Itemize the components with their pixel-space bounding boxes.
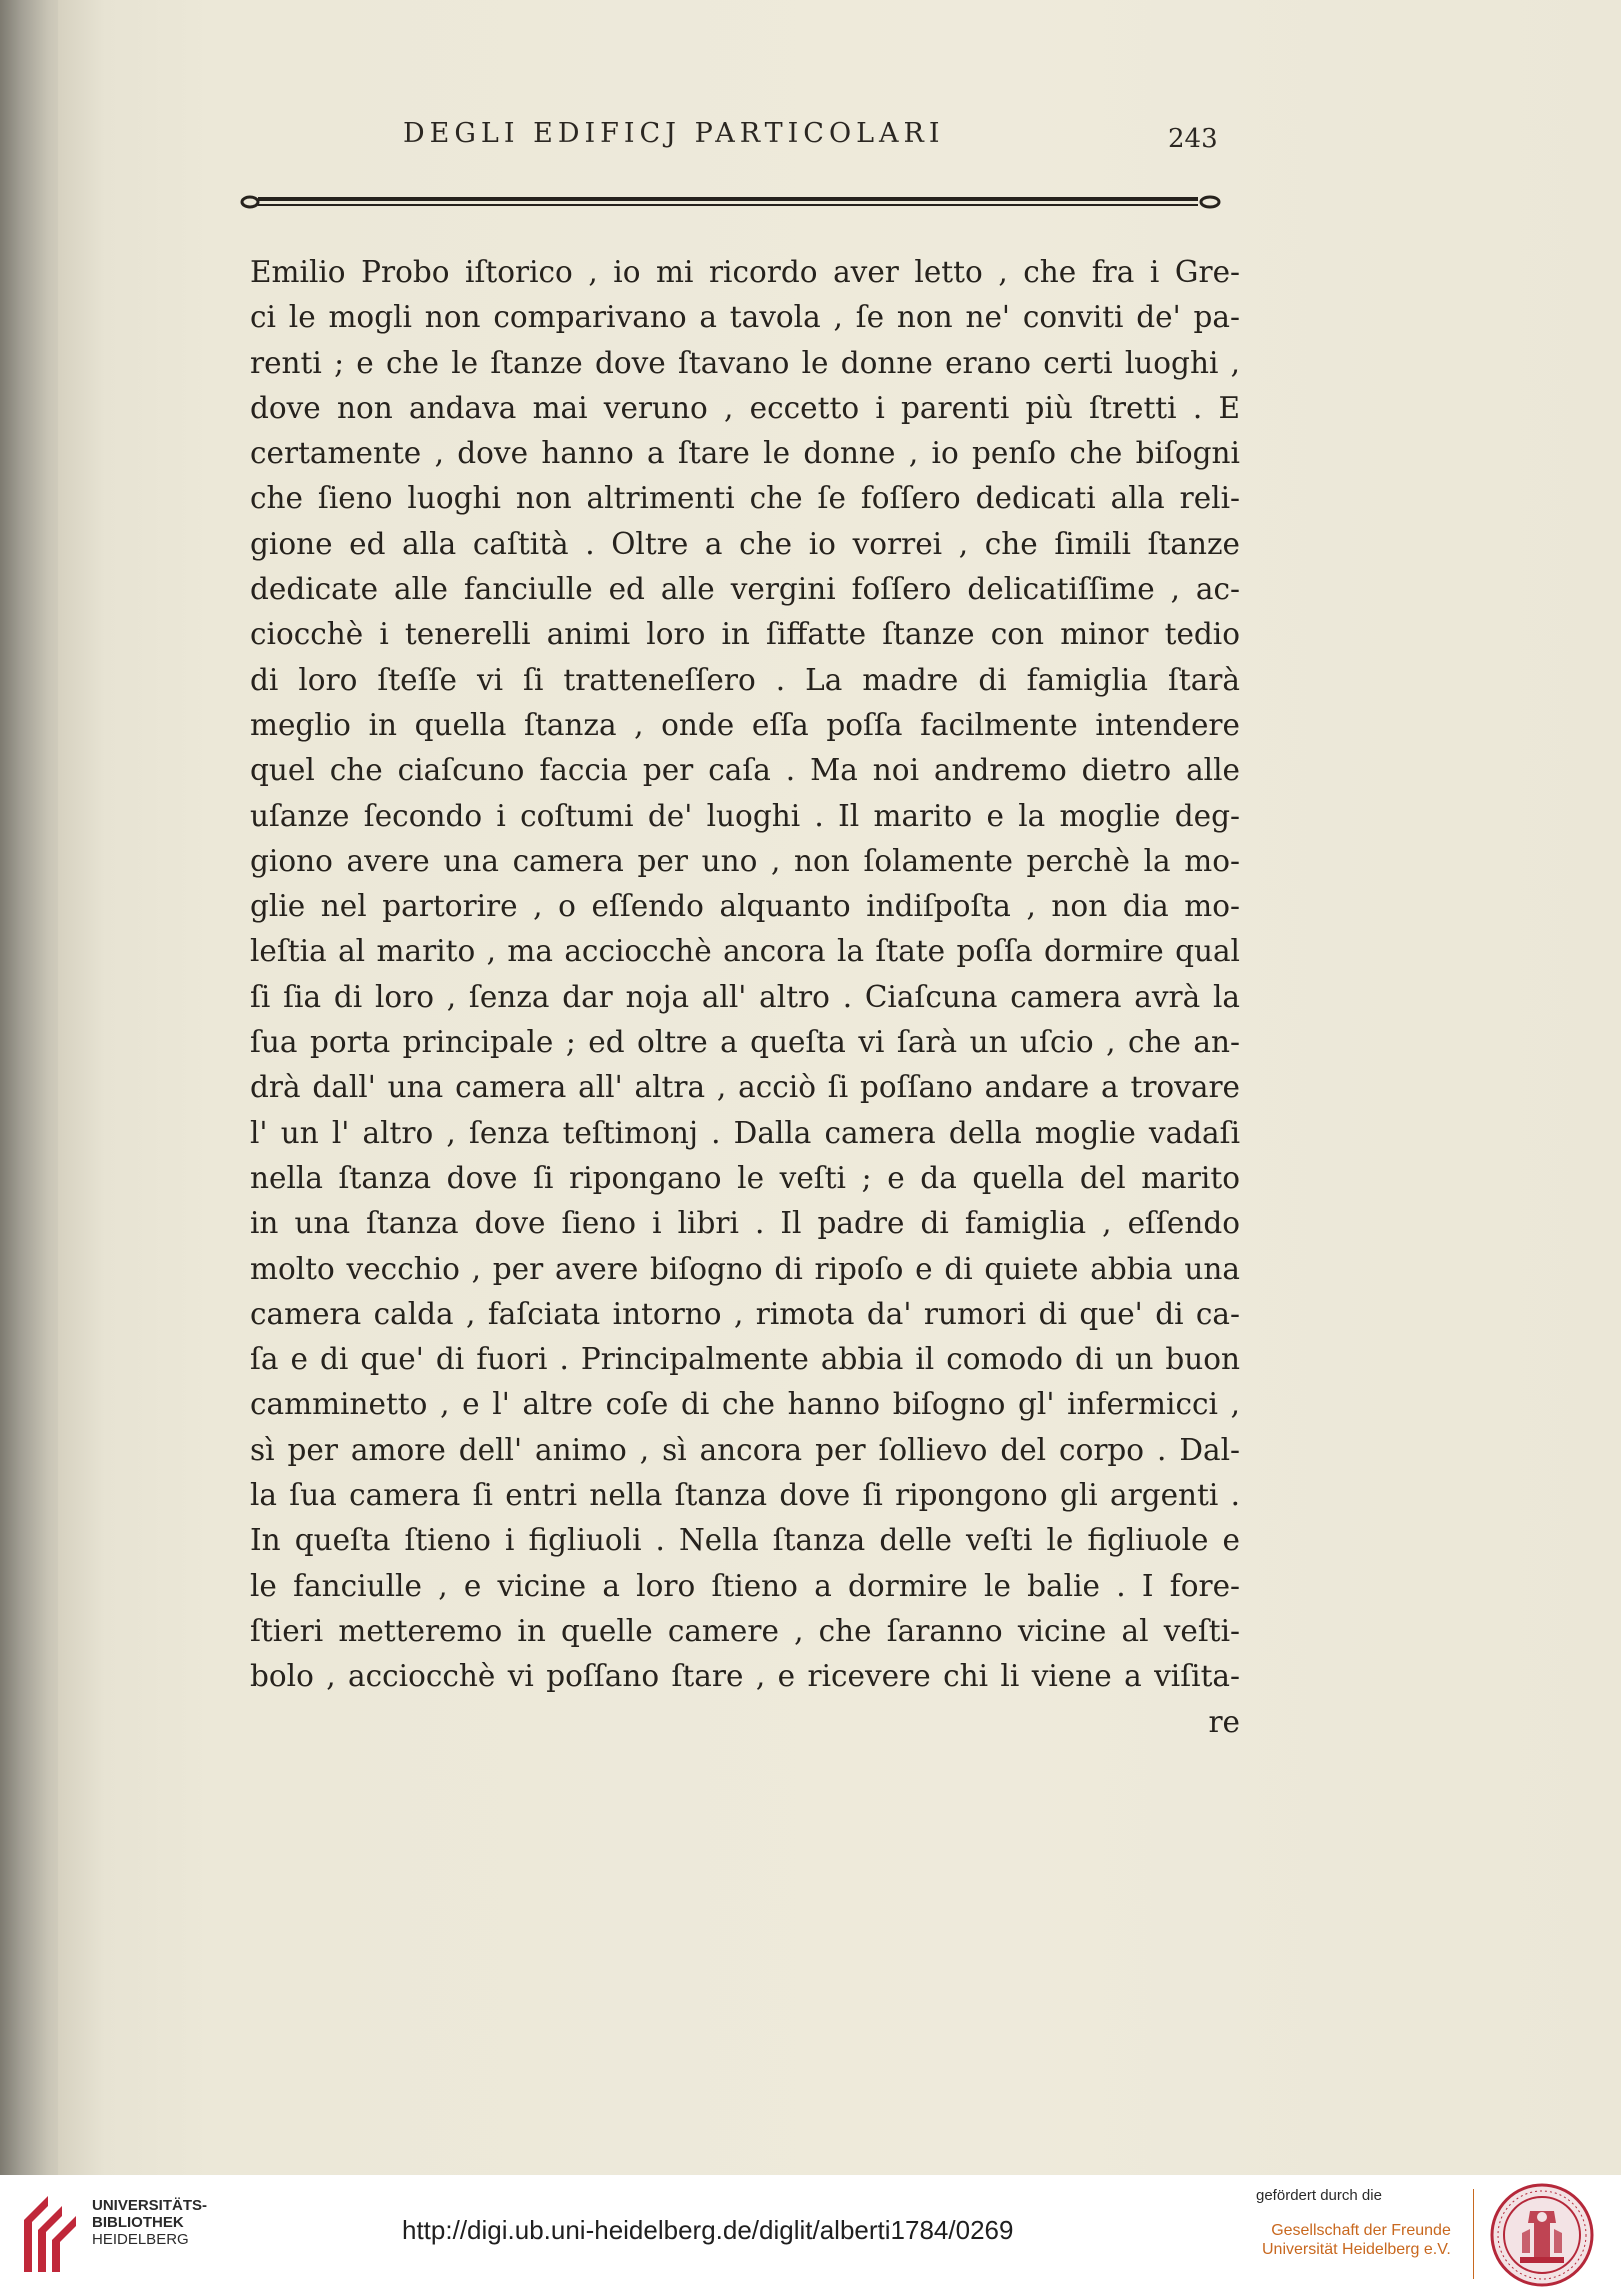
text-line: glie nel partorire , o eſſendo alquanto indiſpoſta , non dia mo-: [250, 889, 1240, 924]
text-line: dedicate alle fanciulle ed alle vergini foſſero delicatiſſime , ac-: [250, 572, 1240, 607]
text-line: ſa e di que' di fuori . Principalmente abbia il comodo di un buon: [250, 1342, 1240, 1377]
library-name: [92, 2197, 207, 2248]
text-line: dove non andava mai veruno , eccetto i parenti più ſtretti . E: [250, 390, 1240, 425]
text-line: ſi ſia di loro , ſenza dar noja all' altro . Ciaſcuna camera avrà la: [250, 979, 1240, 1014]
text-line: bolo , acciocchè vi poſſano ſtare , e ricevere chi li viene a viſita-: [250, 1659, 1240, 1694]
text-line: meglio in quella ſtanza , onde eſſa poſſa facilmente intendere: [250, 707, 1240, 742]
text-line: In queſta ſtieno i figliuoli . Nella ſtanza delle veſti le figliuole e: [250, 1523, 1240, 1558]
footer-divider: [1473, 2189, 1474, 2279]
text-line: camminetto , e l' altre coſe di che hanno biſogno gl' infermicci ,: [250, 1387, 1240, 1422]
sponsor-line: Gesellschaft der Freunde: [1271, 2222, 1451, 2239]
permalink-url[interactable]: http://digi.ub.uni-heidelberg.de/diglit/alberti1784/0269: [402, 2215, 1014, 2245]
page-number: 243: [1168, 124, 1218, 154]
text-line: ciocchè i tenerelli animi loro in ſiffatte ſtanze con minor tedio: [250, 617, 1240, 652]
body-text: [250, 250, 1240, 1745]
text-line: la ſua camera ſi entri nella ſtanza dove ſi ripongono gli argenti .: [250, 1478, 1240, 1513]
library-name-line: HEIDELBERG: [92, 2231, 189, 2248]
university-seal-icon[interactable]: [1490, 2183, 1594, 2287]
text-line: certamente , dove hanno a ſtare le donne , io penſo che biſogni: [250, 436, 1240, 471]
text-line: ci le mogli non comparivano a tavola , ſe non ne' conviti de' pa-: [250, 300, 1240, 335]
text-line: ſtieri metteremo in quelle camere , che ſaranno vicine al veſti-: [250, 1613, 1240, 1648]
text-line: giono avere una camera per uno , non ſolamente perchè la mo-: [250, 843, 1240, 878]
text-line: camera calda , faſciata intorno , rimota da' rumori di que' di ca-: [250, 1296, 1240, 1331]
text-line: l' un l' altro , ſenza teſtimonj . Dalla camera della moglie vadaſi: [250, 1115, 1240, 1150]
text-line: Emilio Probo iſtorico , io mi ricordo aver letto , che fra i Gre-: [250, 255, 1240, 289]
text-line: uſanze ſecondo i coſtumi de' luoghi . Il marito e la moglie deg-: [250, 798, 1240, 833]
text-line: ſua porta principale ; ed oltre a queſta vi ſarà un uſcio , che an-: [250, 1025, 1240, 1060]
university-library-logo-icon[interactable]: [18, 2190, 80, 2278]
catchword: re: [1208, 1704, 1240, 1739]
text-line: drà dall' una camera all' altra , acciò ſi poſſano andare a trovare: [250, 1070, 1240, 1105]
text-line: renti ; e che le ſtanze dove ſtavano le donne erano certi luoghi ,: [250, 345, 1240, 380]
text-line: di loro ſteſſe vi ſi tratteneſſero . La madre di famiglia ſtarà: [250, 662, 1240, 697]
text-line: sì per amore dell' animo , sì ancora per ſollievo del corpo . Dal-: [250, 1432, 1240, 1467]
library-name-line: UNIVERSITÄTS-: [92, 2197, 208, 2214]
text-line: in una ſtanza dove ſieno i libri . Il padre di famiglia , eſſendo: [250, 1206, 1240, 1241]
text-line: leſtia al marito , ma acciocchè ancora la ſtate poſſa dormire qual: [250, 934, 1240, 969]
ornamental-rule: [236, 190, 1226, 214]
sponsor-line: Universität Heidelberg e.V.: [1262, 2241, 1451, 2258]
funded-by-label: gefördert durch die: [1256, 2187, 1382, 2204]
text-line: le fanciulle , e vicine a loro ſtieno a dormire le balie . I fore-: [250, 1568, 1240, 1603]
library-name-line: BIBLIOTHEK: [92, 2214, 184, 2231]
sponsor-name[interactable]: [1262, 2221, 1451, 2259]
running-head: DEGLI EDIFICJ PARTICOLARI: [403, 118, 945, 149]
text-line: che ſieno luoghi non altrimenti che ſe foſſero dedicati alla reli-: [250, 481, 1240, 516]
text-line: molto vecchio , per avere biſogno di ripoſo e di quiete abbia una: [250, 1251, 1240, 1286]
footer-bar: [0, 2175, 1621, 2291]
text-line: quel che ciaſcuno faccia per caſa . Ma noi andremo dietro alle: [250, 753, 1240, 788]
text-line: nella ſtanza dove ſi ripongano le veſti ; e da quella del marito: [250, 1160, 1240, 1195]
text-line: gione ed alla caſtità . Oltre a che io vorrei , che ſimili ſtanze: [250, 526, 1240, 561]
